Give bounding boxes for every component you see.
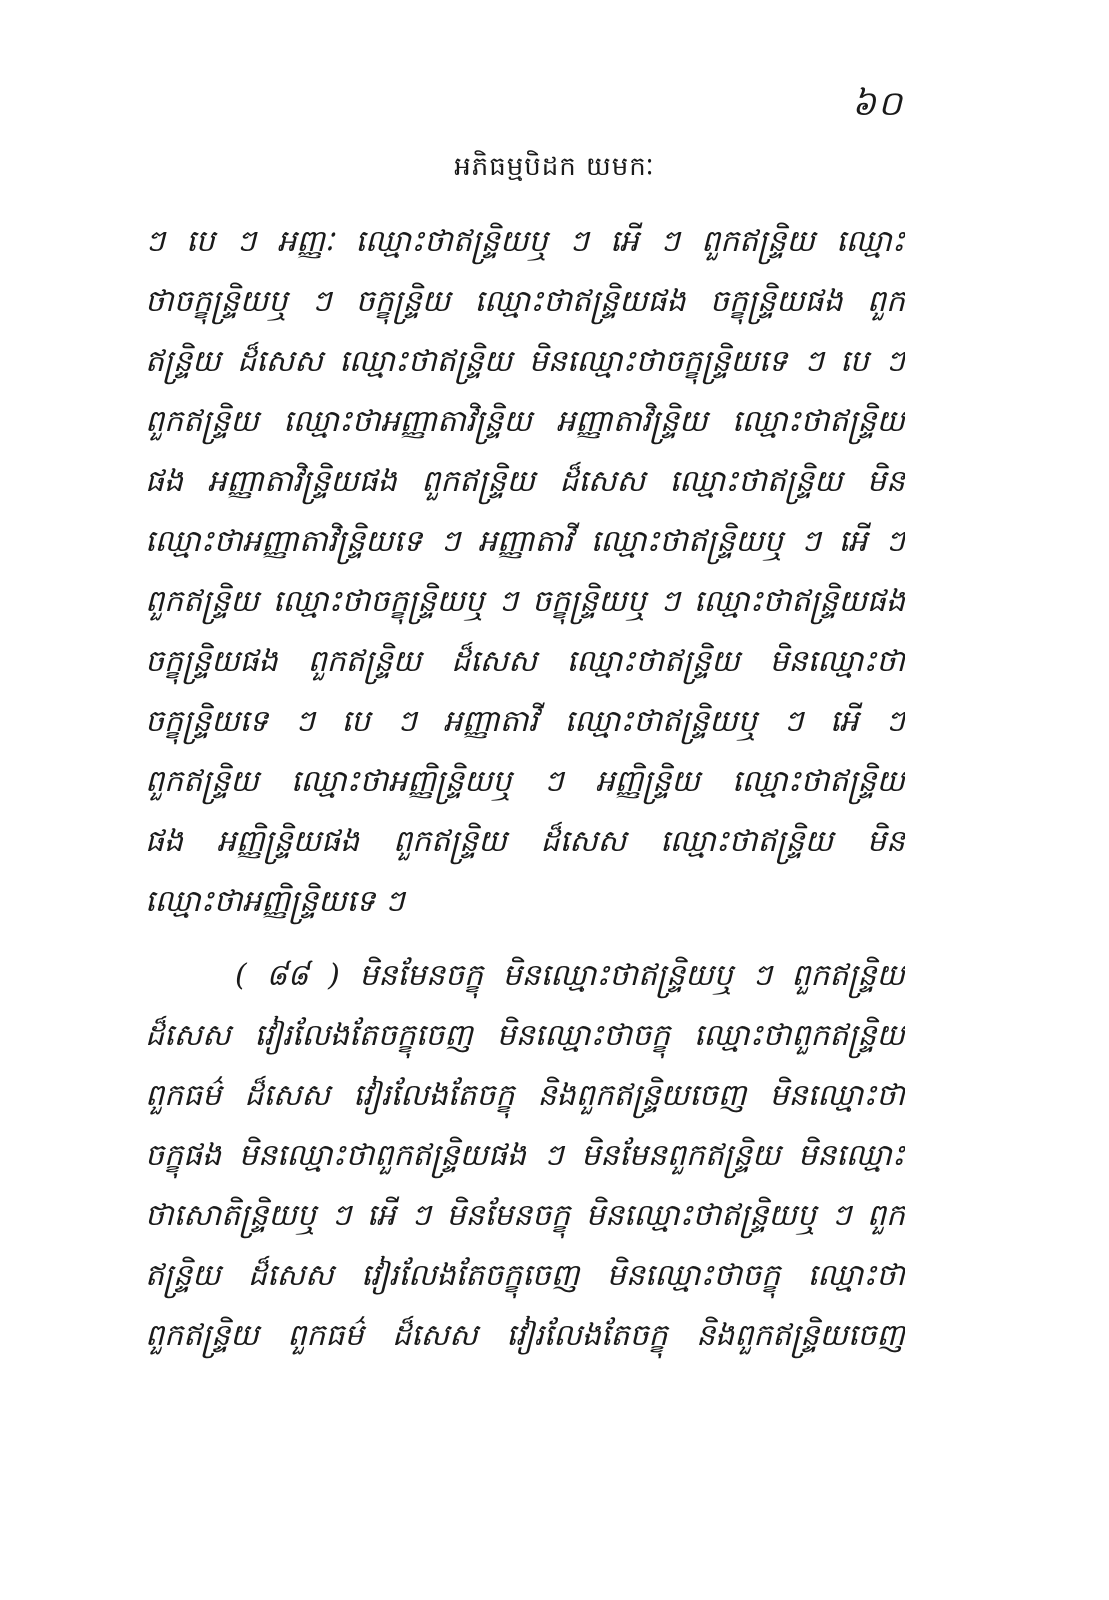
text-line: ថាសោតិន្ទ្រិយឬ ៗ អើ ៗ មិនមែនចក្ខុ មិនឈ្មោះថាឥន្ទ្រិយឬ ៗ ពួក bbox=[145, 1198, 905, 1233]
text-line: ចក្ខុន្ទ្រិយទេ ៗ បេ ៗ អញ្ញាតាវី ឈ្មោះថាឥន្ទ្រិយឬ ៗ អើ ៗ bbox=[145, 704, 905, 739]
paragraph-88 bbox=[145, 946, 905, 1366]
text-line: ៗ បេ ៗ អញ្ញៈ ឈ្មោះថាឥន្ទ្រិយឬ ៗ អើ ៗ ពួកឥន្ទ្រិយ ឈ្មោះ bbox=[145, 224, 905, 259]
text-line: ចក្ខុផង មិនឈ្មោះថាពួកឥន្ទ្រិយផង ៗ មិនមែនពួកឥន្ទ្រិយ មិនឈ្មោះ bbox=[145, 1138, 905, 1173]
text-line: ផង អញ្ញាតាវិន្ទ្រិយផង ពួកឥន្ទ្រិយ ដ៏សេស ឈ្មោះថាឥន្ទ្រិយ មិន bbox=[145, 464, 905, 499]
text-line: ពួកឥន្ទ្រិយ ឈ្មោះថាចក្ខុន្ទ្រិយឬ ៗ ចក្ខុន្ទ្រិយឬ ៗ ឈ្មោះថាឥន្ទ្រិយផង bbox=[145, 584, 905, 619]
text-line: ( ៨៨ ) មិនមែនចក្ខុ មិនឈ្មោះថាឥន្ទ្រិយឬ ៗ ពួកឥន្ទ្រិយ bbox=[235, 958, 905, 993]
text-line: ឥន្ទ្រិយ ដ៏សេស វៀរលែងតែចក្ខុចេញ មិនឈ្មោះថាចក្ខុ ឈ្មោះថា bbox=[145, 1258, 905, 1293]
text-line: ថាចក្ខុន្ទ្រិយឬ ៗ ចក្ខុន្ទ្រិយ ឈ្មោះថាឥន្ទ្រិយផង ចក្ខុន្ទ្រិយផង ពួក bbox=[145, 284, 905, 319]
text-line: ពួកឥន្ទ្រិយ ឈ្មោះថាអញ្ញិន្ទ្រិយឬ ៗ អញ្ញិន្ទ្រិយ ឈ្មោះថាឥន្ទ្រិយ bbox=[145, 764, 905, 799]
running-header: អភិធម្មបិដក យមកៈ bbox=[454, 152, 655, 182]
text-line: ពួកឥន្ទ្រិយ ពួកធម៌ ដ៏សេស វៀរលែងតែចក្ខុ និងពួកឥន្ទ្រិយចេញ bbox=[145, 1318, 905, 1353]
text-line: ពួកឥន្ទ្រិយ ឈ្មោះថាអញ្ញាតាវិន្ទ្រិយ អញ្ញាតាវិន្ទ្រិយ ឈ្មោះថាឥន្ទ្រិយ bbox=[145, 404, 905, 439]
body-text bbox=[145, 212, 905, 1366]
paragraph-1 bbox=[145, 212, 905, 932]
page-number: ៦០ bbox=[851, 84, 904, 124]
text-line: ឥន្ទ្រិយ ដ៏សេស ឈ្មោះថាឥន្ទ្រិយ មិនឈ្មោះថាចក្ខុន្ទ្រិយទេ ៗ បេ ៗ bbox=[145, 344, 905, 379]
text-line: ឈ្មោះថាអញ្ញាតាវិន្ទ្រិយទេ ៗ អញ្ញាតាវី ឈ្មោះថាឥន្ទ្រិយឬ ៗ អើ ៗ bbox=[145, 524, 905, 559]
text-line: ចក្ខុន្ទ្រិយផង ពួកឥន្ទ្រិយ ដ៏សេស ឈ្មោះថាឥន្ទ្រិយ មិនឈ្មោះថា bbox=[145, 644, 905, 679]
text-line: ផង អញ្ញិន្ទ្រិយផង ពួកឥន្ទ្រិយ ដ៏សេស ឈ្មោះថាឥន្ទ្រិយ មិន bbox=[145, 824, 905, 859]
text-line: ដ៏សេស វៀរលែងតែចក្ខុចេញ មិនឈ្មោះថាចក្ខុ ឈ្មោះថាពួកឥន្ទ្រិយ bbox=[145, 1018, 905, 1053]
text-line: ឈ្មោះថាអញ្ញិន្ទ្រិយទេ ៗ bbox=[145, 884, 405, 919]
text-line: ពួកធម៌ ដ៏សេស វៀរលែងតែចក្ខុ និងពួកឥន្ទ្រិយចេញ មិនឈ្មោះថា bbox=[145, 1078, 905, 1113]
